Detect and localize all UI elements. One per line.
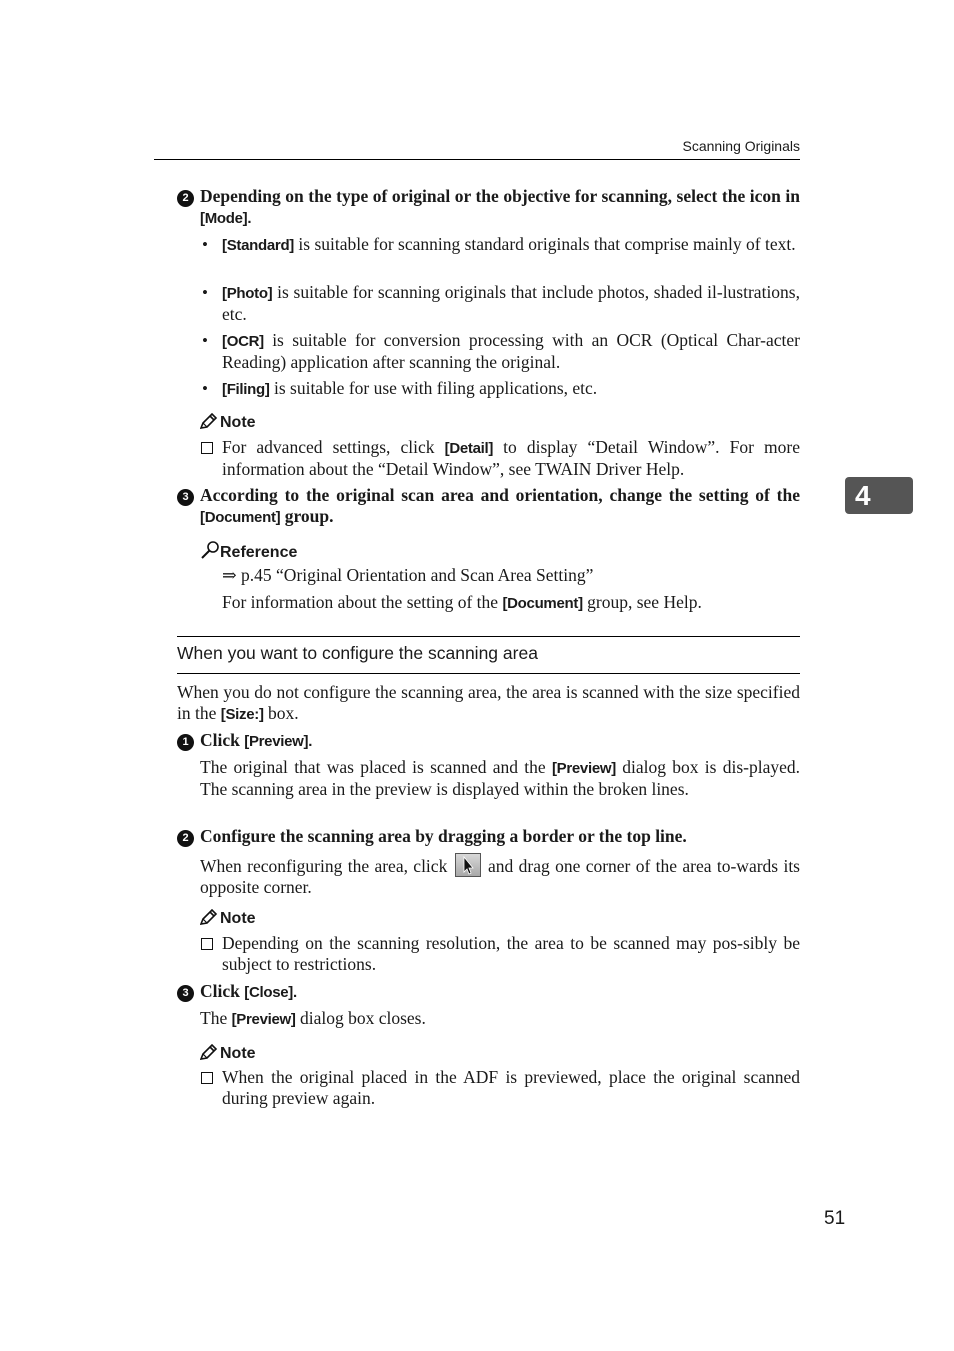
bullet-dot: •	[202, 283, 208, 302]
reference-text-part: group, see Help.	[582, 592, 702, 612]
list-item	[222, 330, 800, 373]
step-text: Click	[200, 981, 245, 1001]
reference-text	[222, 592, 702, 614]
reference-text-part: For information about the setting of the	[222, 592, 503, 612]
bullet-dot: •	[202, 379, 208, 398]
list-item-text: is suitable for use with filing applications, etc.	[269, 378, 598, 398]
section-rule-top	[177, 636, 800, 637]
note-text: Depending on the scanning resolution, the area to be scanned may pos-sibly be subject to restrictions.	[222, 933, 800, 974]
ocr-label: [OCR]	[222, 333, 264, 350]
list-item-text: is suitable for scanning originals that include photos, shaded il-lustrations, etc.	[222, 282, 800, 324]
page-number: 51	[824, 1208, 846, 1229]
step-number: 3	[177, 985, 194, 1002]
step-body-text: dialog box closes.	[295, 1008, 426, 1028]
size-label: [Size:]	[220, 706, 264, 723]
step-instruction	[200, 485, 800, 528]
filing-label: [Filing]	[222, 381, 270, 398]
note-heading: Note	[220, 910, 256, 927]
step-body	[200, 853, 800, 898]
document-label: [Document]	[502, 595, 583, 612]
section-heading: When you want to configure the scanning area	[177, 643, 538, 663]
header-rule	[154, 159, 800, 160]
step-number: 1	[177, 734, 194, 751]
step-text: Click	[200, 730, 245, 750]
bullet-dot: •	[202, 235, 208, 254]
step-body-text: When reconfiguring the area, click	[200, 856, 453, 876]
step-number: 2	[177, 190, 194, 207]
list-item	[222, 378, 800, 400]
step-body-text: dialog box is dis-played. The scanning area in the preview is displayed within the broken lines.	[200, 757, 800, 799]
pencil-icon	[200, 1044, 218, 1060]
step-body	[200, 757, 800, 800]
checkbox-icon	[201, 938, 213, 950]
reference-heading: Reference	[220, 544, 298, 561]
step-number: 3	[177, 489, 194, 506]
note-header	[200, 1044, 256, 1063]
note-text	[222, 437, 800, 480]
pencil-icon	[200, 413, 218, 429]
step-text: group.	[280, 506, 334, 526]
step-body	[200, 1008, 426, 1030]
pointer-tool-button[interactable]	[455, 853, 481, 877]
pencil-icon	[200, 909, 218, 925]
preview-label: [Preview].	[244, 733, 313, 750]
list-item-text: is suitable for conversion processing with an OCR (Optical Char-acter Reading) application after scanning the original.	[222, 330, 800, 372]
reference-link[interactable]: ⇒ p.45 “Original Orientation and Scan Area Setting”	[222, 565, 594, 585]
step-instruction	[200, 981, 297, 1003]
photo-label: [Photo]	[222, 285, 273, 302]
section-intro	[177, 682, 800, 725]
checkbox-icon	[201, 1072, 213, 1084]
section-rule-bottom	[177, 673, 800, 674]
step-number: 2	[177, 830, 194, 847]
step-instruction	[200, 186, 800, 229]
step-body-text: The	[200, 1008, 232, 1028]
step-body-text: and drag one corner of the area to-wards its opposite corner.	[200, 856, 800, 897]
preview-label: [Preview]	[231, 1011, 296, 1028]
note-text-part: to display “Detail Window”. For more information about the “Detail Window”, see TWAIN Driver Help.	[222, 437, 800, 479]
cursor-arrow-icon	[456, 854, 480, 876]
note-heading: Note	[220, 1045, 256, 1062]
step-instruction	[200, 730, 312, 752]
list-item	[222, 282, 800, 325]
close-label: [Close].	[244, 984, 297, 1001]
list-item-text: is suitable for scanning standard originals that comprise mainly of text.	[294, 234, 796, 254]
preview-label: [Preview]	[551, 760, 616, 777]
document-label: [Document]	[200, 509, 281, 526]
checkbox-icon	[201, 442, 213, 454]
running-header: Scanning Originals	[682, 138, 800, 154]
note-heading: Note	[220, 414, 256, 431]
step-text: Depending on the type of original or the objective for scanning, select the icon in	[200, 186, 800, 206]
note-header	[200, 909, 256, 928]
intro-text: When you do not configure the scanning area, the area is scanned with the size specified in the	[177, 682, 800, 723]
intro-text: box.	[263, 703, 299, 723]
note-header	[200, 413, 256, 432]
mode-label: [Mode].	[200, 210, 252, 227]
step-body-text: The original that was placed is scanned and the	[200, 757, 552, 777]
list-item	[222, 234, 800, 256]
standard-label: [Standard]	[222, 237, 295, 254]
bullet-dot: •	[202, 331, 208, 350]
step-instruction: Configure the scanning area by dragging a border or the top line.	[200, 826, 687, 846]
detail-label: [Detail]	[444, 440, 494, 457]
step-text: According to the original scan area and orientation, change the setting of the	[200, 485, 800, 505]
note-text: When the original placed in the ADF is previewed, place the original scanned during preview again.	[222, 1067, 800, 1108]
note-text-part: For advanced settings, click	[222, 437, 445, 457]
reference-header	[200, 541, 297, 562]
chapter-tab: 4	[845, 477, 913, 514]
magnifier-icon	[200, 541, 218, 557]
